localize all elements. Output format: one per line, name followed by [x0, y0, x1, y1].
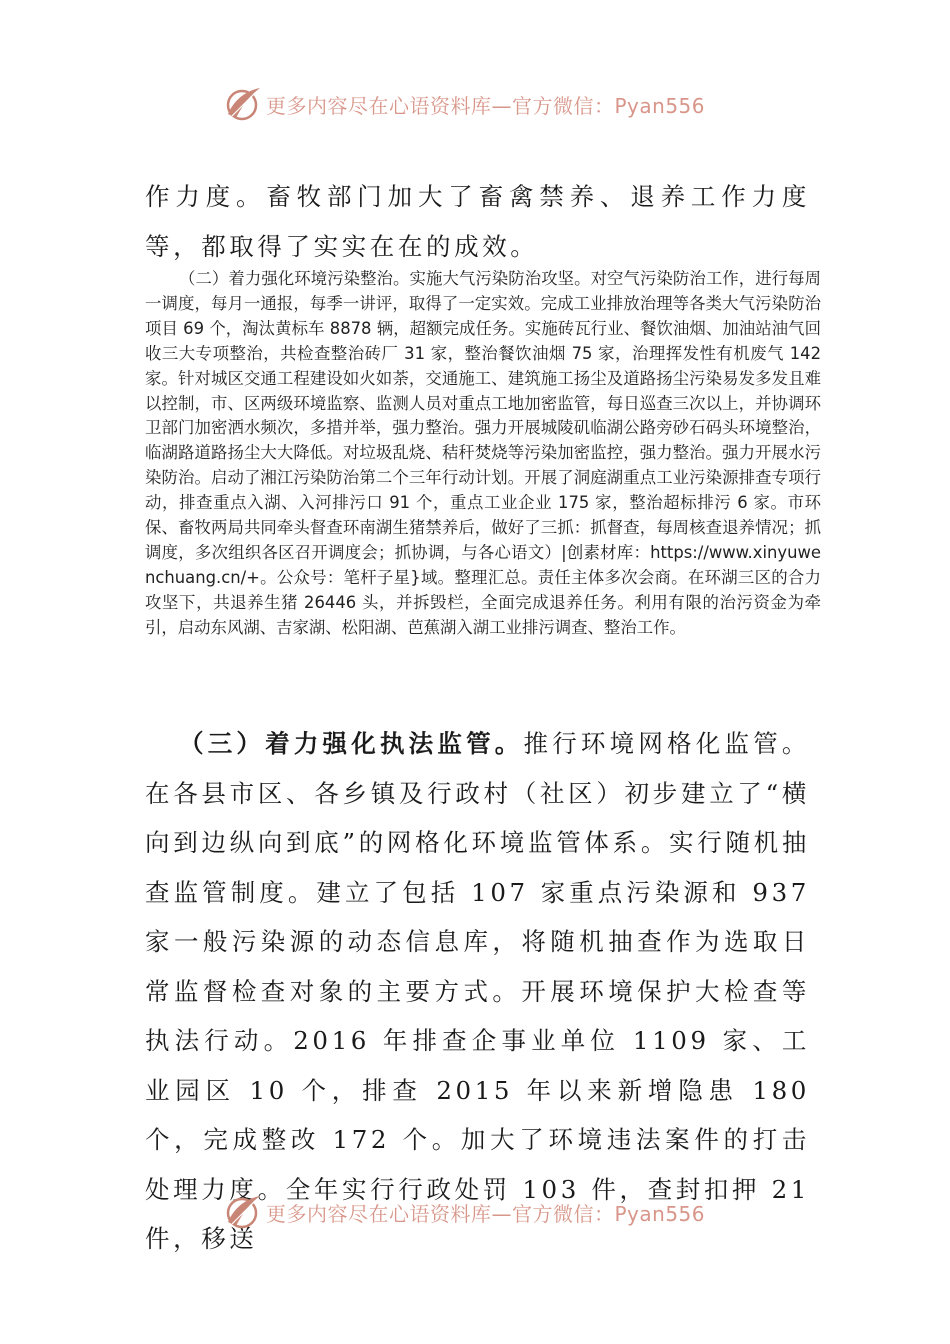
paragraph-continuation: 作力度。畜牧部门加大了畜禽禁养、退养工作力度等，都取得了实实在在的成效。 [145, 182, 810, 261]
watermark-banner-top [222, 84, 705, 124]
leaf-logo-icon [222, 84, 262, 124]
paragraph-law-enforcement [145, 719, 810, 1264]
section-body: 推行环境网格化监管。在各县市区、各乡镇及行政村（社区）初步建立了“横向到边纵向到底”的网格化环境监管体系。实行随机抽查监管制度。建立了包括 107 家重点污染源和 937 家一般污染源的动态信息库，将随机抽查作为选取日常监督检查对象的主要方式。开展环境保护大检查等执法行动。2016 年排查企事业单位 1109 家、工业园区 10 个，排查 2015 年以来新增隐患 180 个，完成整改 172 个。加大了环境违法案件的打击处理力度。全年实行行政处罚 103 件，查封扣押 21 件，移送 [145, 729, 810, 1253]
watermark-banner-bottom [222, 1192, 705, 1232]
paragraph-pollution-control: （二）着力强化环境污染整治。实施大气污染防治攻坚。对空气污染防治工作，进行每周一调度，每月一通报，每季一讲评，取得了一定实效。完成工业排放治理等各类大气污染防治项目 69 个，淘汰黄标车 8878 辆，超额完成任务。实施砖瓦行业、餐饮油烟、加油站油气回收三大专项整治，共检查整治砖厂 31 家，整治餐饮油烟 75 家，治理挥发性有机废气 142 家。针对城区交通工程建设如火如荼，交通施工、建筑施工扬尘及道路扬尘污染易发多发且难以控制，市、区两级环境监察、监测人员对重点工地加密监管，每日巡查三次以上，并协调环卫部门加密洒水频次，多措并举，强力整治。强力开展城陵矶临湖公路旁砂石码头环境整治，临湖路道路扬尘大大降低。对垃圾乱烧、秸秆焚烧等污染加密监控，强力整治。强力开展水污染防治。启动了湘江污染防治第二个三年行动计划。开展了洞庭湖重点工业污染源排查专项行动，排查重点入湖、入河排污口 91 个，重点工业企业 175 家，整治超标排污 6 家。市环保、畜牧两局共同牵头督查环南湖生猪禁养后，做好了三抓：抓督查，每周核查退养情况；抓调度，多次组织各区召开调度会；抓协调，与各心语文）|创素材库：https://www.xinyuwenchuang.cn/+。公众号：笔杆子星}域。整理汇总。责任主体多次会商。在环湖三区的合力攻坚下，共退养生猪 26446 头，并拆毁栏，全面完成退养任务。利用有限的治污资金为牵引，启动东风湖、吉家湖、松阳湖、芭蕉湖入湖工业排污调查、整治工作。 [145, 269, 821, 637]
leaf-logo-icon [222, 1192, 262, 1232]
watermark-text: 更多内容尽在心语资料库—官方微信：Pyan556 [266, 1201, 706, 1226]
watermark-text: 更多内容尽在心语资料库—官方微信：Pyan556 [266, 93, 706, 118]
section-heading: （三）着力强化执法监管。 [179, 729, 524, 758]
